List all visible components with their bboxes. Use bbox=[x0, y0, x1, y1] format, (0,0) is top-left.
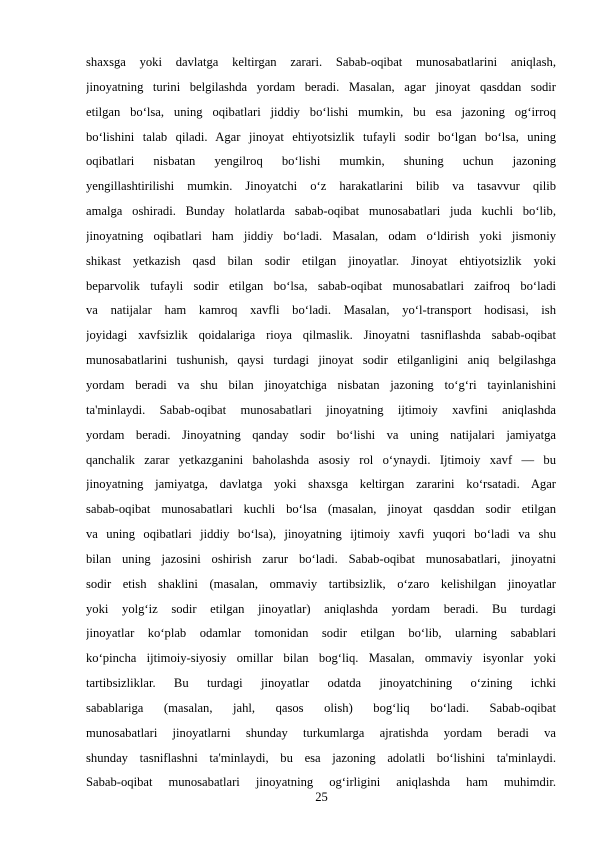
text-line: qanchalik zarar yetkazganini baholashda asosiy rol o‘ynaydi. Ijtimoiy xavf — bu bbox=[86, 452, 556, 467]
text-line: shikast yetkazish qasd bilan sodir etilgan jinoyatlar. Jinoyat ehtiyotsizlik yoki bbox=[86, 253, 556, 268]
text-line: yordam beradi. Jinoyatning qanday sodir bo‘lishi va uning natijalari jamiyatga bbox=[86, 427, 556, 442]
text-line: oqibatlari nisbatan yengilroq bo‘lishi mumkin, shuning uchun jazoning bbox=[86, 154, 556, 169]
text-line: tartibsizliklar. Bu turdagi jinoyatlar odatda jinoyatchining o‘zining ichki bbox=[86, 676, 556, 691]
text-line: beparvolik tufayli sodir etilgan bo‘lsa, sabab-oqibat munosabatlari zaifroq bo‘ladi bbox=[86, 278, 556, 293]
text-line: Sabab-oqibat munosabatlari jinoyatning og‘irligini aniqlashda ham muhimdir. bbox=[86, 775, 556, 790]
text-line: jinoyatning oqibatlari ham jiddiy bo‘ladi. Masalan, odam o‘ldirish yoki jismoniy bbox=[86, 228, 556, 243]
text-line: yoki yolg‘iz sodir etilgan jinoyatlar) aniqlashda yordam beradi. Bu turdagi bbox=[86, 601, 556, 616]
text-line: va uning oqibatlari jiddiy bo‘lsa), jinoyatning ijtimoiy xavfi yuqori bo‘ladi va shu bbox=[86, 527, 556, 542]
text-line: sabab-oqibat munosabatlari kuchli bo‘lsa (masalan, jinoyat qasddan sodir etilgan bbox=[86, 502, 556, 517]
text-line: etilgan bo‘lsa, uning oqibatlari jiddiy bo‘lishi mumkin, bu esa jazoning og‘irroq bbox=[86, 104, 556, 119]
text-line: sabablariga (masalan, jahl, qasos olish) bog‘liq bo‘ladi. Sabab-oqibat bbox=[86, 700, 556, 715]
text-line: amalga oshiradi. Bunday holatlarda sabab-oqibat munosabatlari juda kuchli bo‘lib, bbox=[86, 204, 556, 219]
text-line: ta'minlaydi. Sabab-oqibat munosabatlari jinoyatning ijtimoiy xavfini aniqlashda bbox=[86, 402, 556, 417]
text-line: shaxsga yoki davlatga keltirgan zarari. Sabab-oqibat munosabatlarini aniqlash, bbox=[86, 55, 556, 69]
text-line: va natijalar ham kamroq xavfli bo‘ladi. Masalan, yo‘l-transport hodisasi, ish bbox=[86, 303, 556, 318]
text-line: yordam beradi va shu bilan jinoyatchiga nisbatan jazoning to‘g‘ri tayinlanishini bbox=[86, 377, 556, 392]
text-line: bilan uning jazosini oshirish zarur bo‘ladi. Sabab-oqibat munosabatlari, jinoyatni bbox=[86, 551, 556, 566]
text-line: jinoyatlar ko‘plab odamlar tomonidan sodir etilgan bo‘lib, ularning sabablari bbox=[86, 626, 556, 641]
text-line: ko‘pincha ijtimoiy-siyosiy omillar bilan bog‘liq. Masalan, ommaviy isyonlar yoki bbox=[86, 651, 556, 666]
text-line: shunday tasniflashni ta'minlaydi, bu esa jazoning adolatli bo‘lishini ta'minlaydi. bbox=[86, 750, 556, 765]
page-body-text bbox=[86, 50, 556, 795]
text-line: bo‘lishini talab qiladi. Agar jinoyat ehtiyotsizlik tufayli sodir bo‘lgan bo‘lsa, uning bbox=[86, 129, 556, 144]
text-line: yengillashtirilishi mumkin. Jinoyatchi o‘z harakatlarini bilib va tasavvur qilib bbox=[86, 179, 556, 194]
text-line: munosabatlari jinoyatlarni shunday turkumlarga ajratishda yordam beradi va bbox=[86, 725, 556, 740]
text-line: jinoyatning turini belgilashda yordam beradi. Masalan, agar jinoyat qasddan sodir bbox=[86, 79, 556, 94]
text-line: munosabatlarini tushunish, qaysi turdagi jinoyat sodir etilganligini aniq belgilashga bbox=[86, 353, 556, 368]
page-number: 25 bbox=[315, 790, 328, 804]
text-line: sodir etish shaklini (masalan, ommaviy tartibsizlik, o‘zaro kelishilgan jinoyatlar bbox=[86, 576, 556, 591]
text-line: jinoyatning jamiyatga, davlatga yoki shaxsga keltirgan zararini ko‘rsatadi. Agar bbox=[86, 477, 556, 492]
text-line: joyidagi xavfsizlik qoidalariga rioya qilmaslik. Jinoyatni tasniflashda sabab-oqibat bbox=[86, 328, 556, 343]
